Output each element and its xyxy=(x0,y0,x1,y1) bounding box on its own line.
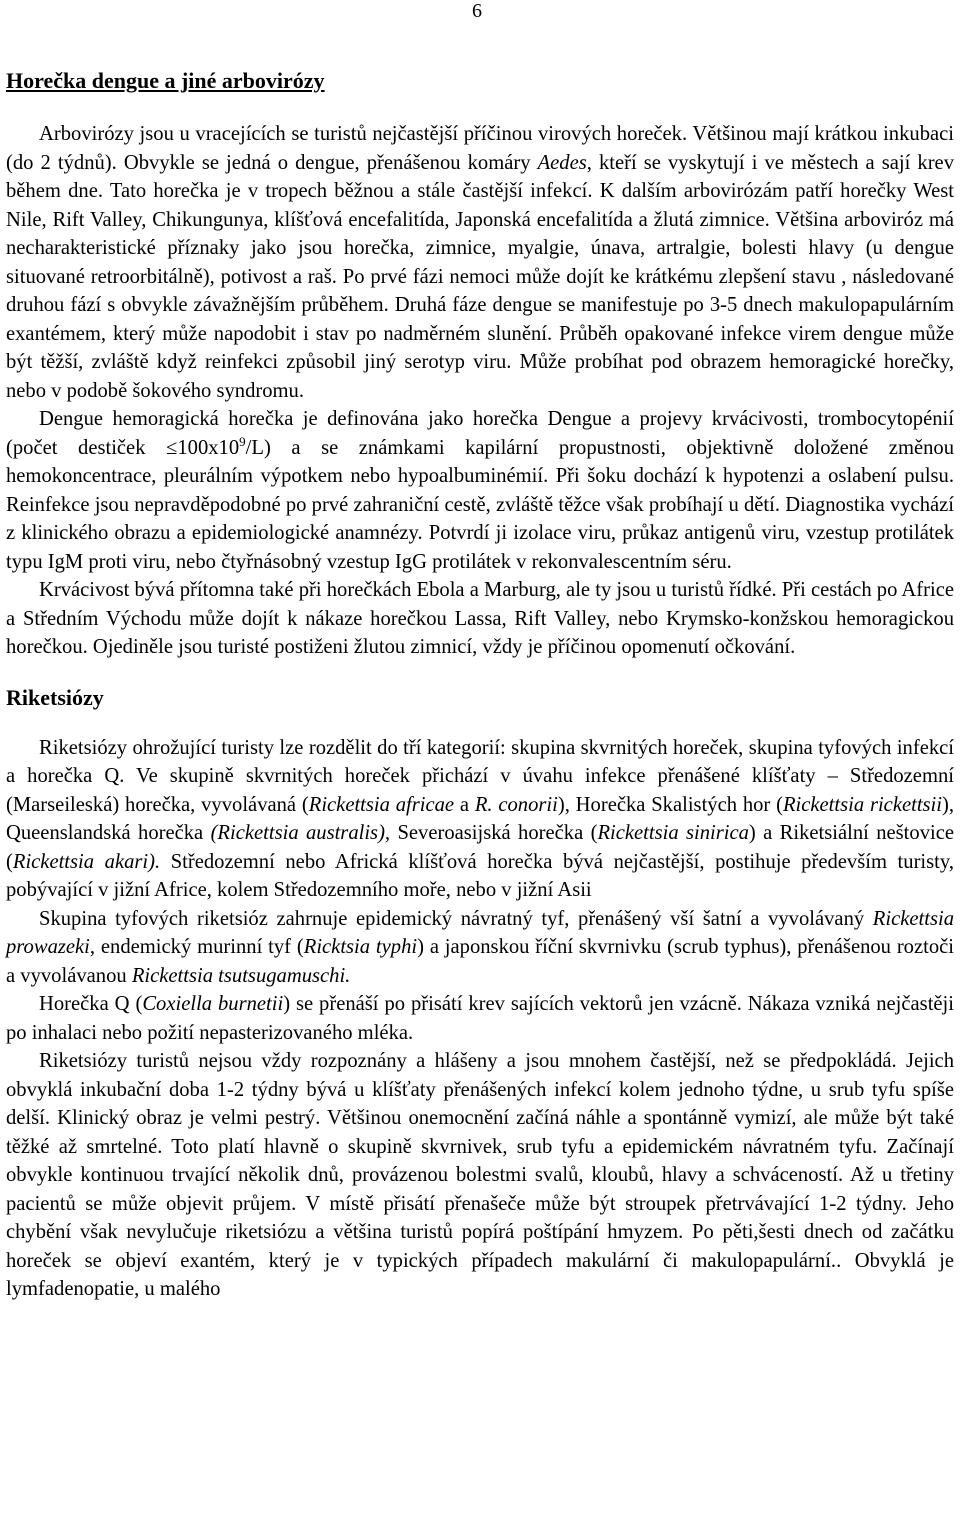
paragraph-arboviroses xyxy=(6,120,954,405)
section-title-dengue: Horečka dengue a jiné arbovirózy xyxy=(6,68,325,93)
italic-species: Ricktsia typhi xyxy=(303,936,418,958)
text-run: Horečka Q ( xyxy=(39,993,143,1015)
italic-species: Rickettsia tsutsugamuschi. xyxy=(131,964,351,987)
italic-species: R. conorii xyxy=(474,793,558,816)
italic-species: Rickettsia rickettsii xyxy=(782,793,942,816)
text-run: ), Queenslandská horečka xyxy=(6,793,955,844)
paragraph-bleeding: Krvácivost bývá přítomna také při horečkách Ebola a Marburg, ale ty jsou u turistů řídké. Při cestách po Africe a Středním Východu může dojít k nákaze horečkou Lassa, Rift Valley, nebo Krymsko-konžskou hemoragickou horečkou. Ojediněle jsou turisté postiženi žlutou zimnicí, vždy je příčinou opomenutí očkování. xyxy=(6,579,954,658)
italic-species: Rickettsia africae xyxy=(308,793,455,816)
paragraph-rickettsioses-categories xyxy=(6,734,954,905)
document-body xyxy=(6,67,954,1304)
italic-species: Rickettsia sinirica xyxy=(597,822,749,844)
paragraph-q-fever xyxy=(6,990,954,1047)
text-run: Severoasijská horečka ( xyxy=(390,822,598,844)
text-run: Skupina tyfových riketsióz zahrnuje epidemický návratný tyf, přenášený vší šatní a vyvolávaný xyxy=(39,907,873,930)
section-title-rickettsioses: Riketsiózy xyxy=(6,684,104,710)
italic-species: (Rickettsia australis), xyxy=(210,822,391,844)
text-run: , kteří se vyskytují i ve městech a sají krev během dne. Tato horečka je v tropech běžnou a stále častější infekcí. K dalším arbovirózám patří horečky West Nile, Rift Valley, Chikungunya, klíšťová encefalitída, Japonská encefalitída a žlutá zimnice. Většina arboviróz má necharakteristické příznaky jako jsou horečka, zimnice, myalgie, únava, artralgie, bolesti hlavy (u dengue situované retroorbitálně), potivost a raš. Po prvé fázi nemoci může dojít ke krátkému zlepšení stavu , následované druhou fází s obvykle závažnějším průběhem. Druhá fáze dengue se manifestuje po 3-5 dnech makulopapulárním exantémem, který může napodobit i stav po nadměrném slunění. Průběh opakované infekce virem dengue může být těžší, zvláště když reinfekci způsobil jiný serotyp viru. Může probíhat pod obrazem hemoragické horečky, nebo v podobě šokového syndromu. xyxy=(6,151,954,402)
italic-species: Rickettsia akari). xyxy=(12,850,161,873)
italic-genus: Aedes xyxy=(537,151,587,174)
text-run: Dengue hemoragická horečka je definována jako horečka Dengue a projevy krvácivosti, trombocytopénií (počet destiček ≤100x10 xyxy=(6,408,954,459)
text-run: /L) a se známkami kapilární propustnosti, objektivně doložené změnou hemokoncentrace, pleurálním výpotkem nebo hypoalbuminémií. Při šoku dochází k hypotenzi a oslabení pulsu. Reinfekce jsou nepravděpodobné po prvé zahraniční cestě, zvláště těžce však probíhají u dětí. Diagnostika vychází z klinického obrazu a epidemiologické anamnézy. Potvrdí ji izolace viru, průkaz antigenů viru, vzestup protilátek typu IgM proti viru, nebo čtyřnásobný vzestup IgG protilátek v rekonvalescentním séru. xyxy=(6,436,954,573)
text-run: , endemický murinní tyf ( xyxy=(89,936,304,958)
text-run: ) se přenáší po přisátí krev sajících vektorů jen vzácně. Nákaza vzniká nejčastěji po inhalaci nebo požití nepasterizovaného mléka. xyxy=(6,993,954,1044)
text-run: Středozemní nebo Africká klíšťová horečka bývá nejčastější, postihuje především turisty, pobývající v jižní Africe, kolem Středozemního moře, nebo v jižní Asii xyxy=(6,850,954,901)
italic-species: Coxiella burnetii xyxy=(142,993,284,1015)
text-run: ) a Riketsiální neštovice ( xyxy=(6,822,954,873)
text-run: Riketsiózy ohrožující turisty lze rozdělit do tří kategorií: skupina skvrnitých horeček, skupina tyfových infekcí a horečka Q. Ve skupině skvrnitých horeček přichází v úvahu infekce přenášené klíšťaty – Středozemní (Marseileská) horečka, vyvolávaná ( xyxy=(6,736,954,816)
text-run: a xyxy=(454,793,475,816)
paragraph-typhus-group xyxy=(6,905,954,991)
superscript: 9 xyxy=(239,433,246,449)
text-run: Arbovirózy jsou u vracejících se turistů nejčastější příčinou virových horeček. Většinou mají krátkou inkubaci (do 2 týdnů). Obvykle se jedná o dengue, přenášenou komáry xyxy=(6,123,954,174)
paragraph-clinical-picture: Riketsiózy turistů nejsou vždy rozpoznány a hlášeny a jsou mnohem častější, než se předpokládá. Jejich obvyklá inkubační doba 1-2 týdny bývá u klíšťaty přenášených infekcí kolem jednoho týdne, u srub tyfu spíše delší. Klinický obraz je velmi pestrý. Většinou onemocnění začíná náhle a spontánně vymizí, ale může být také těžké až smrtelné. Toto platí hlavně o skupině skvrnivek, srub tyfu a epidemickém návratném tyfu. Začínají obvykle kontinuou trvající několik dnů, provázenou bolestmi svalů, kloubů, hlavy a schváceností. Až u třetiny pacientů se může objevit průjem. V místě přisátí přenašeče může být stroupek přetrvávající 1-2 týdny. Jeho chybění však nevylučuje riketsiózu a většina turistů popírá poštípání hmyzem. Po pěti,šesti dnech od začátku horeček se objeví exantém, který je v typických případech makulární či makulopapulární.. Obvyklá je lymfadenopatie, u malého xyxy=(6,1050,954,1300)
paragraph-dengue-hemorrhagic xyxy=(6,405,954,576)
spacer xyxy=(6,662,954,684)
text-run: ) a japonskou říční skvrnivku (scrub typhus), přenášenou roztoči a vyvolávanou xyxy=(6,936,954,987)
italic-species: Rickettsia prowazeki xyxy=(6,907,954,958)
page-number: 6 xyxy=(472,0,482,22)
text-run: ), Horečka Skalistých hor ( xyxy=(557,793,783,816)
